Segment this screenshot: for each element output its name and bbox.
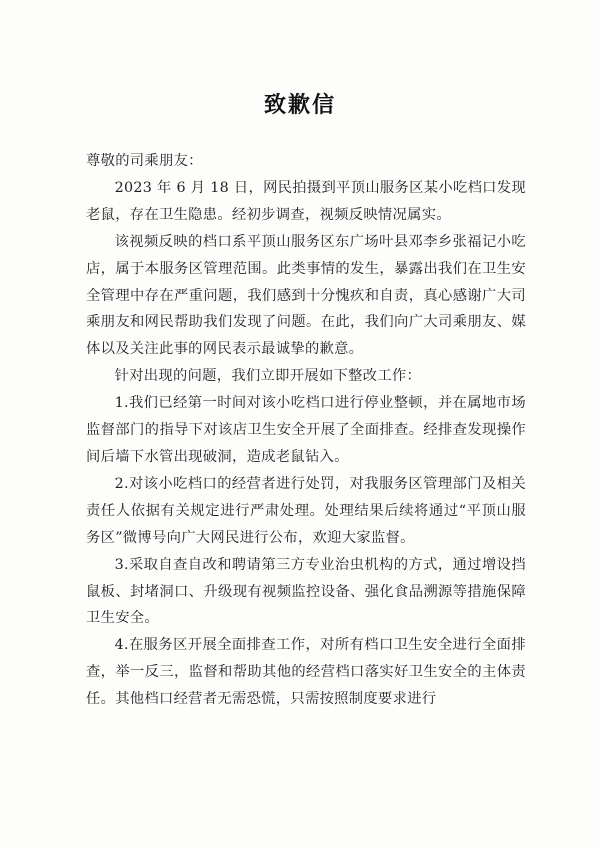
salutation: 尊敬的司乘朋友： [86,153,203,169]
paragraph-measure-2: 2.对该小吃档口的经营者进行处罚，对我服务区管理部门及相关责任人依据有关规定进行严肃处理。处理结果后续将通过“平顶山服务区”微博号向广大网民进行公布，欢迎大家监督。 [86,475,526,546]
paragraph-measure-1: 1.我们已经第一时间对该小吃档口进行停业整顿，并在属地市场监督部门的指导下对该店卫生安全开展了全面排查。经排查发现操作间后墙下水管出现破洞，造成老鼠钻入。 [86,395,526,465]
paragraph-measure-4: 4.在服务区开展全面排查工作，对所有档口卫生安全进行全面排查，举一反三，监督和帮助其他的经营档口落实好卫生安全的主体责任。其他档口经营者无需恐慌，只需按照制度要求进行 [86,637,526,708]
paragraph-apology: 该视频反映的档口系平顶山服务区东广场叶县邓李乡张福记小吃店，属于本服务区管理范围。此类事情的发生，暴露出我们在卫生安全管理中存在严重问题，我们感到十分愧疚和自责，真心感谢广大司乘朋友和网民帮助我们发现了问题。在此，我们向广大司乘朋友、媒体以及关注此事的网民表示最诚挚的歉意。 [86,233,526,358]
paragraph-measure-3: 3.采取自查自改和聘请第三方专业治虫机构的方式，通过增设挡鼠板、封堵洞口、升级现有视频监控设备、强化食品溯源等措施保障卫生安全。 [86,556,526,627]
document-title: 致歉信 [263,92,336,118]
paragraph-rectification-intro: 针对出现的问题，我们立即开展如下整改工作： [114,368,422,385]
letter-body [86,148,526,713]
paragraph-incident: 2023 年 6 月 18 日，网民拍摄到平顶山服务区某小吃档口发现老鼠，存在卫生隐患。经初步调查，视频反映情况属实。 [86,179,526,223]
